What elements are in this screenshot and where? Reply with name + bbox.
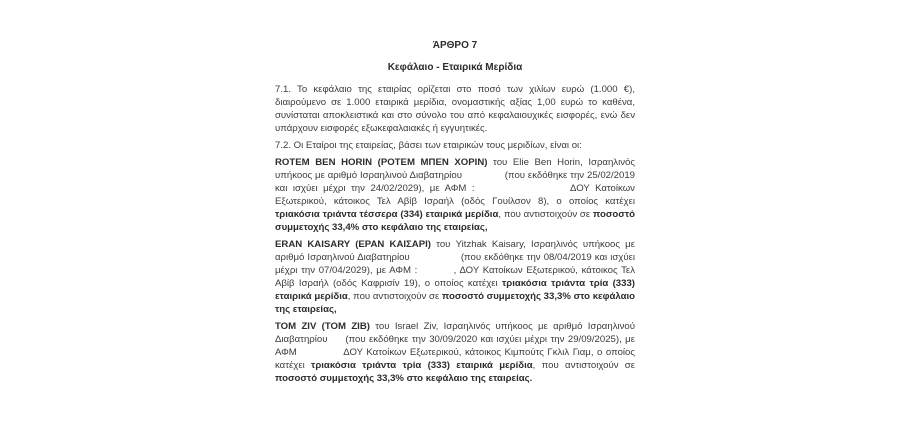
- partner-text: (που εκδόθηκε την 25/02/2019 και ισχύει μέχρι την 24/02/2029), με ΑΦΜ :: [275, 170, 635, 194]
- partner-shares: τριακόσια τριάντα τρία (333) εταιρικά μερίδια: [311, 360, 533, 371]
- article-subheading: Κεφάλαιο - Εταιρικά Μερίδια: [387, 62, 523, 73]
- partner-paragraph-rotem: [275, 156, 635, 234]
- partner-name: ERAN KAISARY (ΕΡΑΝ ΚΑΙΣΑΡΙ): [275, 239, 431, 250]
- partner-percentage: ποσοστό συμμετοχής 33,3% στο κεφάλαιο της εταιρείας.: [275, 373, 533, 384]
- partner-text: του Elie Ben Horin, Ισραηλινός υπήκοος με αριθμό Ισραηλινού Διαβατηρίου: [275, 157, 635, 181]
- redacted-afm-number: [421, 272, 450, 273]
- partner-text: (που εκδόθηκε την 30/09/2020 και ισχύει μέχρι την 29/09/2025), με ΑΦΜ: [275, 334, 635, 358]
- partner-paragraph-eran: [275, 238, 635, 316]
- redacted-passport-number: [413, 259, 458, 260]
- partner-text: , που αντιστοιχούν σε: [498, 209, 593, 220]
- paragraph-7-2: 7.2. Οι Εταίροι της εταιρείας, βάσει των εταιρικών τους μεριδίων, είναι οι:: [275, 140, 582, 151]
- partner-text: , ΔΟΥ Κατοίκων Εξωτερικού, κάτοικος Τελ Αβίβ Ισραήλ (οδός Καφρισίν 19), ο οποίος κατέχει: [275, 265, 635, 289]
- partner-text: ΔΟΥ Κατοίκων Εξωτερικού, κάτοικος Κιμπούτς Γκλιλ Γιαμ, ο οποίος κατέχει: [275, 347, 635, 371]
- partner-shares: τριακόσια τριάντα τέσσερα (334) εταιρικά μερίδια: [275, 209, 499, 220]
- partner-name: ROTEM BEN HORIN (ΡΟΤΕΜ ΜΠΕΝ ΧΟΡΙΝ): [275, 157, 488, 168]
- redacted-passport-number: [465, 177, 502, 178]
- partner-percentage: ποσοστό συμμετοχής 33,3% στο κεφάλαιο της εταιρείας,: [275, 291, 636, 315]
- paragraph-7-1: 7.1. Το κεφάλαιο της εταιρίας ορίζεται στο ποσό των χιλίων ευρώ (1.000 €), διαιρούμενο σε 1.000 εταιρικά μερίδια, ονομαστικής αξίας 1,00 ευρώ το καθένα, συνίσταται αποκλειστικά και στο σύνολο του από κεφαλαιουχικές εισφορές, ενώ δεν υπάρχουν εισφορές εξωκεφαλαιακές ή εγγυητικές.: [275, 84, 635, 134]
- partner-text: , που αντιστοιχούν σε: [532, 360, 635, 371]
- partner-shares: τριακόσια τριάντα τρία (333) εταιρικά μερίδια: [275, 278, 635, 302]
- partner-paragraph-tom: [275, 320, 635, 385]
- partner-percentage: ποσοστό συμμετοχής 33,4% στο κεφάλαιο της εταιρείας,: [275, 209, 635, 233]
- partner-text: ΔΟΥ Κατοίκων Εξωτερικού, κάτοικος Τελ Αβίβ Ισραήλ (οδός Γουίλσον 8), ο οποίος κατέχει: [275, 183, 635, 207]
- partner-text: του Israel Ziv, Ισραηλινός υπήκοος με αριθμό Ισραηλινού Διαβατηρίου: [275, 321, 636, 345]
- redacted-passport-number: [331, 341, 342, 342]
- redacted-afm-number: [480, 190, 565, 191]
- redacted-afm-number: [300, 354, 340, 355]
- document-text-block: [275, 39, 635, 389]
- article-heading: ΆΡΘΡΟ 7: [432, 40, 478, 51]
- partner-text: , που αντιστοιχούν σε: [347, 291, 442, 302]
- partner-text: (που εκδόθηκε την 08/04/2019 και ισχύει μέχρι την 07/04/2029), με ΑΦΜ :: [275, 252, 635, 276]
- partner-text: του Yitzhak Kaisary, Ισραηλινός υπήκοος με αριθμό Ισραηλινού Διαβατηρίου: [275, 239, 635, 263]
- partner-name: TOM ZIV (ΤΟΜ ΖΙΒ): [275, 321, 370, 332]
